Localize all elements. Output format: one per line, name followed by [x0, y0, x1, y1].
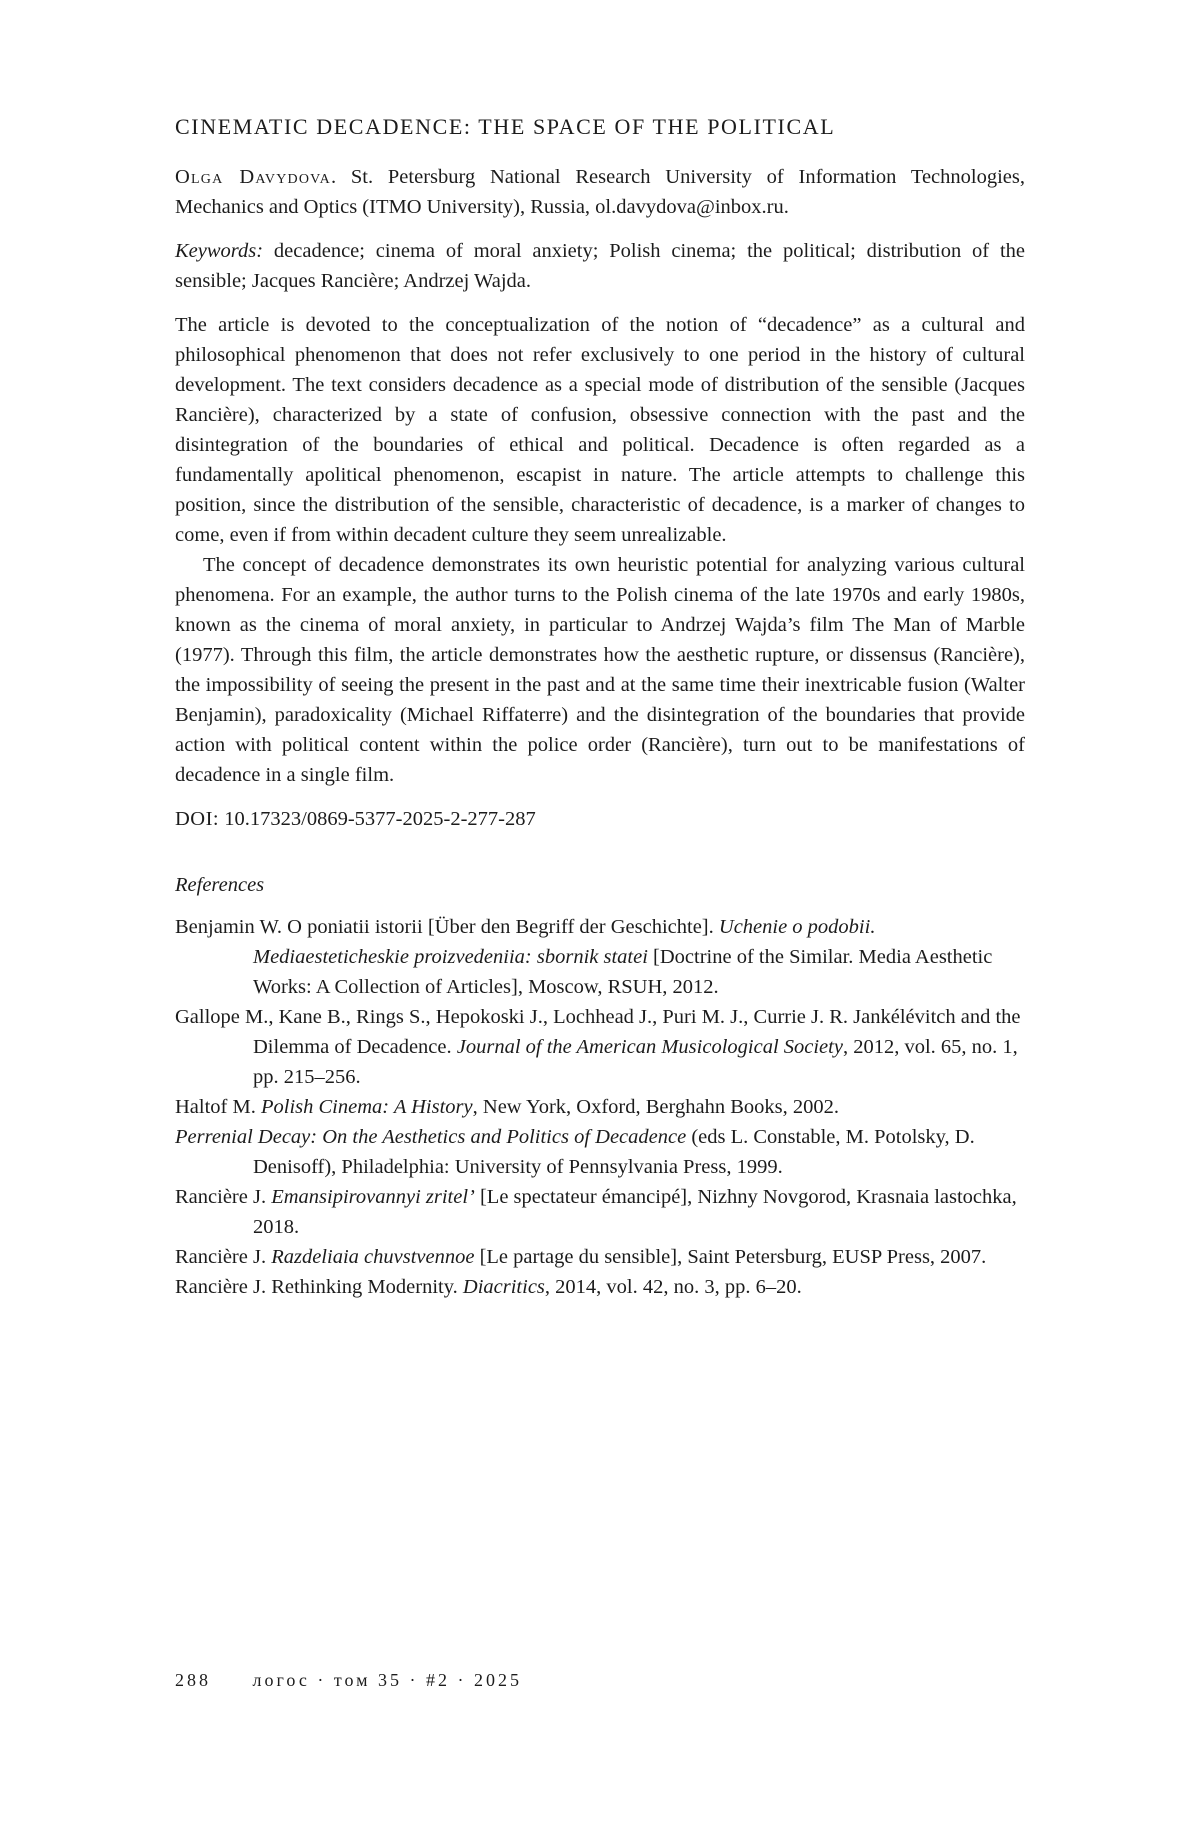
- article-page: [175, 112, 1025, 1302]
- reference-title: Razdeliaia chuvstvennoe: [271, 1246, 475, 1268]
- abstract: [175, 310, 1025, 790]
- reference-item: [175, 1182, 1025, 1242]
- doi-label: DOI:: [175, 808, 220, 830]
- author-separator: .: [330, 166, 351, 188]
- keywords-block: [175, 236, 1025, 296]
- reference-title: Polish Cinema: A History: [260, 1096, 473, 1118]
- doi-value: 10.17323/0869-5377-2025-2-277-287: [224, 808, 536, 830]
- reference-text: [Le partage du sensible], Saint Petersburg, EUSP Press, 2007.: [474, 1246, 987, 1268]
- keywords-label: Keywords:: [175, 240, 264, 262]
- reference-item: [175, 1242, 1025, 1272]
- reference-item: [175, 1272, 1025, 1302]
- reference-text: Rancière J.: [175, 1246, 272, 1268]
- article-title: CINEMATIC DECADENCE: THE SPACE OF THE POLITICAL: [175, 114, 836, 139]
- reference-text: [Le spectateur émancipé], Nizhny Novgorod, Krasnaia lastochka, 2018.: [253, 1186, 1017, 1238]
- references-heading: References: [175, 874, 265, 896]
- reference-text: Rancière J.: [175, 1186, 272, 1208]
- page-footer: [175, 1670, 522, 1691]
- reference-item: [175, 1092, 1025, 1122]
- reference-text: , 2012, vol. 65, no. 1, pp. 215–256.: [253, 1036, 1018, 1088]
- reference-text: Rancière J. Rethinking Modernity.: [175, 1276, 463, 1298]
- reference-item: [175, 912, 1025, 1002]
- author-block: [175, 162, 1025, 222]
- page-number: 288: [175, 1670, 211, 1690]
- author-affiliation: St. Petersburg National Research University of Information Technologies, Mechanics and Optics (ITMO University), Russia, ol.davydova@inbox.ru.: [175, 166, 1025, 218]
- reference-text: [Doctrine of the Similar. Media Aesthetic Works: A Collection of Articles], Moscow, RSUH, 2012.: [253, 946, 993, 998]
- keywords-text: decadence; cinema of moral anxiety; Polish cinema; the political; distribution of the sensible; Jacques Rancière; Andrzej Wajda.: [175, 240, 1025, 292]
- reference-title: Perrenial Decay: On the Aesthetics and Politics of Decadence: [175, 1126, 687, 1148]
- reference-text: , 2014, vol. 42, no. 3, pp. 6–20.: [544, 1276, 802, 1298]
- reference-text: , New York, Oxford, Berghahn Books, 2002.: [472, 1096, 839, 1118]
- journal-running-title: логос · том 35 · #2 · 2025: [252, 1670, 523, 1690]
- author-name: Olga Davydova: [175, 166, 331, 188]
- reference-title: Emansipirovannyi zritel’: [271, 1186, 475, 1208]
- references-list: [175, 912, 1025, 1302]
- reference-text: Gallope M., Kane B., Rings S., Hepokoski J., Lochhead J., Puri M. J., Currie J. R. Jankélévitch and the Dilemma of Decadence.: [175, 1006, 1021, 1058]
- reference-title: Uchenie o podobii. Mediaesteticheskie proizvedeniia: sbornik statei: [253, 916, 876, 968]
- reference-title: Diacritics: [462, 1276, 545, 1298]
- reference-item: [175, 1122, 1025, 1182]
- reference-title: Journal of the American Musicological Society: [456, 1036, 843, 1058]
- abstract-paragraph: The article is devoted to the conceptualization of the notion of “decadence” as a cultural and philosophical phenomenon that does not refer exclusively to one period in the history of cultural development. The text considers decadence as a special mode of distribution of the sensible (Jacques Rancière), characterized by a state of confusion, obsessive connection with the past and the disintegration of the boundaries of ethical and political. Decadence is often regarded as a fundamentally apolitical phenomenon, escapist in nature. The article attempts to challenge this position, since the distribution of the sensible, characteristic of decadence, is a marker of changes to come, even if from within decadent culture they seem unrealizable.: [175, 314, 1025, 546]
- reference-text: Haltof M.: [175, 1096, 261, 1118]
- reference-text: Benjamin W. O poniatii istorii [Über den Begriff der Geschichte].: [175, 916, 719, 938]
- abstract-paragraph: The concept of decadence demonstrates its own heuristic potential for analyzing various cultural phenomena. For an example, the author turns to the Polish cinema of the late 1970s and early 1980s, known as the cinema of moral anxiety, in particular to Andrzej Wajda’s film The Man of Marble (1977). Through this film, the article demonstrates how the aesthetic rupture, or dissensus (Rancière), the impossibility of seeing the present in the past and at the same time their inextricable fusion (Walter Benjamin), paradoxicality (Michael Riffaterre) and the disintegration of the boundaries that provide action with political content within the police order (Rancière), turn out to be manifestations of decadence in a single film.: [175, 554, 1025, 786]
- doi-line: [175, 804, 1025, 834]
- reference-item: [175, 1002, 1025, 1092]
- reference-text: (eds L. Constable, M. Potolsky, D. Denisoff), Philadelphia: University of Pennsylvania Press, 1999.: [253, 1126, 975, 1178]
